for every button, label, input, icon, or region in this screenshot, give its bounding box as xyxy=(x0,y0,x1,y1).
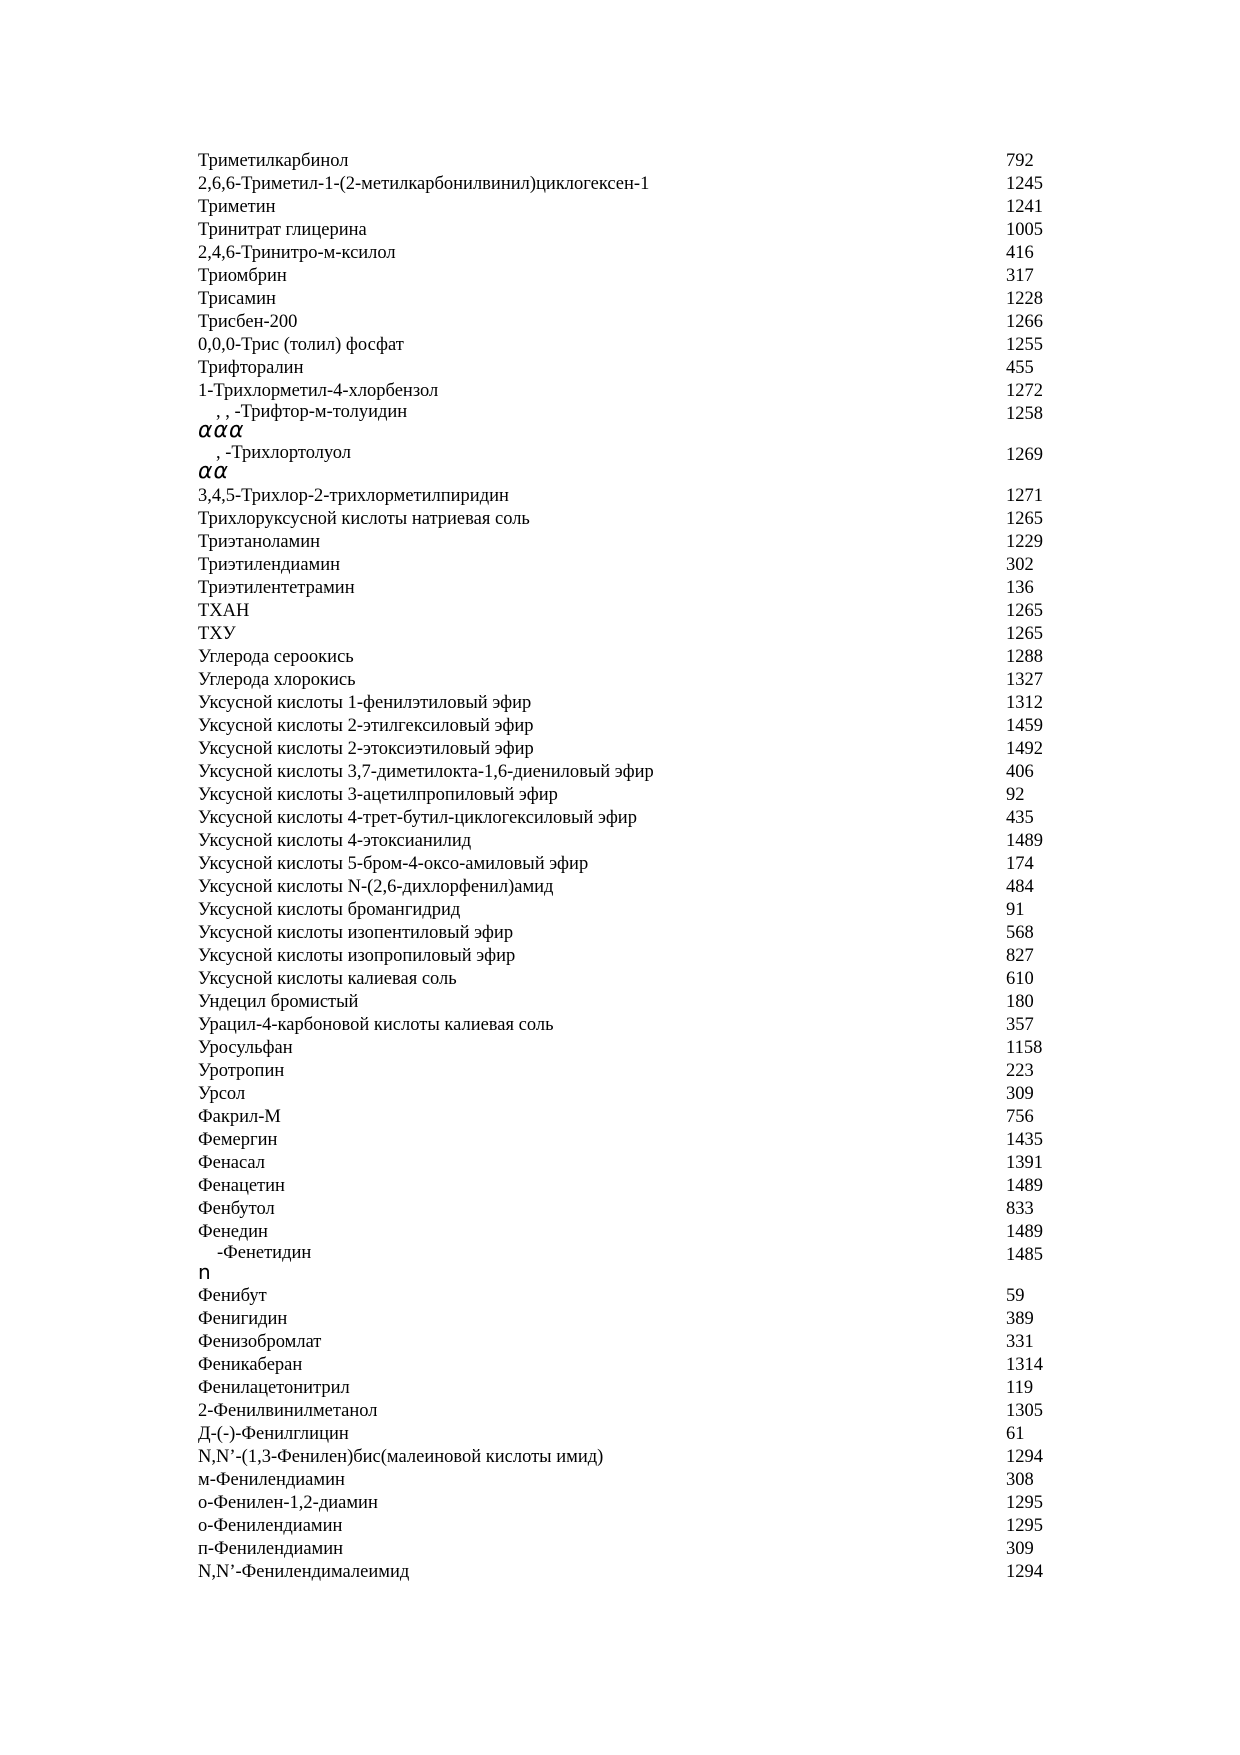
index-entry xyxy=(198,1014,1058,1037)
entry-page-number: 1288 xyxy=(1006,647,1043,667)
index-list xyxy=(198,150,1058,1584)
entry-page-number: 1265 xyxy=(1006,601,1043,621)
index-entry xyxy=(198,991,1058,1014)
entry-page-number: 309 xyxy=(1006,1084,1034,1104)
entry-page-number: 833 xyxy=(1006,1199,1034,1219)
entry-page-number: 756 xyxy=(1006,1107,1034,1127)
entry-term: Уксусной кислоты 3,7-диметилокта-1,6-диениловый эфир xyxy=(198,762,654,782)
entry-page-number: 1228 xyxy=(1006,289,1043,309)
entry-term: , , -Трифтор-м-толуидин xyxy=(216,402,408,422)
index-entry xyxy=(198,830,1058,853)
entry-page-number: 59 xyxy=(1006,1286,1025,1306)
index-entry xyxy=(198,738,1058,761)
entry-term: о-Фенилендиамин xyxy=(198,1516,343,1536)
entry-term: Триметилкарбинол xyxy=(198,151,349,171)
entry-page-number: 416 xyxy=(1006,243,1034,263)
entry-page-number: 223 xyxy=(1006,1061,1034,1081)
entry-term: N,N’-Фенилендималеимид xyxy=(198,1562,410,1582)
entry-term: Уксусной кислоты изопропиловый эфир xyxy=(198,946,516,966)
entry-term: Уросульфан xyxy=(198,1038,293,1058)
entry-page-number: 1271 xyxy=(1006,486,1043,506)
entry-term: 2,6,6-Триметил-1-(2-метилкарбонилвинил)циклогексен-1 xyxy=(198,174,650,194)
entry-prefix-symbol: αα xyxy=(198,459,230,484)
entry-page-number: 1327 xyxy=(1006,670,1043,690)
entry-page-number: 792 xyxy=(1006,151,1034,171)
entry-page-number: 1305 xyxy=(1006,1401,1043,1421)
entry-term: 2-Фенилвинилметанол xyxy=(198,1401,378,1421)
index-entry xyxy=(198,1175,1058,1198)
entry-page-number: 455 xyxy=(1006,358,1034,378)
index-entry xyxy=(198,288,1058,311)
index-entry xyxy=(198,1308,1058,1331)
entry-term: Углерода сероокись xyxy=(198,647,354,667)
entry-page-number: 302 xyxy=(1006,555,1034,575)
index-entry xyxy=(198,1285,1058,1308)
index-entry xyxy=(198,403,1058,444)
entry-page-number: 1265 xyxy=(1006,509,1043,529)
index-entry xyxy=(198,380,1058,403)
entry-page-number: 1266 xyxy=(1006,312,1043,332)
entry-term: Д-(-)-Фенилглицин xyxy=(198,1424,349,1444)
entry-term: 2,4,6-Тринитро-м-ксилол xyxy=(198,243,396,263)
entry-term: Углерода хлорокись xyxy=(198,670,356,690)
entry-page-number: 1245 xyxy=(1006,174,1043,194)
index-entry xyxy=(198,876,1058,899)
entry-page-number: 406 xyxy=(1006,762,1034,782)
index-entry xyxy=(198,715,1058,738)
entry-page-number: 136 xyxy=(1006,578,1034,598)
entry-page-number: 1272 xyxy=(1006,381,1043,401)
entry-page-number: 1294 xyxy=(1006,1562,1043,1582)
entry-term: Уксусной кислоты 4-трет-бутил-циклогексиловый эфир xyxy=(198,808,637,828)
index-entry xyxy=(198,1129,1058,1152)
index-entry xyxy=(198,807,1058,830)
index-entry xyxy=(198,1400,1058,1423)
entry-term: Уротропин xyxy=(198,1061,285,1081)
entry-term: Триметин xyxy=(198,197,276,217)
entry-term: Фенедин xyxy=(198,1222,268,1242)
entry-term: Фенацетин xyxy=(198,1176,285,1196)
entry-prefix-symbol: ααα xyxy=(198,418,245,443)
entry-term: о-Фенилен-1,2-диамин xyxy=(198,1493,378,1513)
entry-term: Трисамин xyxy=(198,289,276,309)
entry-page-number: 309 xyxy=(1006,1539,1034,1559)
entry-page-number: 1229 xyxy=(1006,532,1043,552)
entry-page-number: 1005 xyxy=(1006,220,1043,240)
index-entry xyxy=(198,334,1058,357)
entry-page-number: 1489 xyxy=(1006,1222,1043,1242)
index-entry xyxy=(198,1446,1058,1469)
index-entry xyxy=(198,1469,1058,1492)
entry-page-number: 1314 xyxy=(1006,1355,1043,1375)
entry-page-number: 1258 xyxy=(1006,404,1043,424)
entry-page-number: 1435 xyxy=(1006,1130,1043,1150)
index-entry xyxy=(198,922,1058,945)
index-entry xyxy=(198,1060,1058,1083)
entry-term: Трихлоруксусной кислоты натриевая соль xyxy=(198,509,530,529)
index-entry xyxy=(198,173,1058,196)
entry-term: Факрил-М xyxy=(198,1107,281,1127)
index-entry xyxy=(198,265,1058,288)
index-entry xyxy=(198,357,1058,380)
entry-page-number: 1312 xyxy=(1006,693,1043,713)
entry-page-number: 1485 xyxy=(1006,1245,1043,1265)
entry-term: Фенбутол xyxy=(198,1199,275,1219)
index-entry xyxy=(198,1244,1058,1285)
index-entry xyxy=(198,899,1058,922)
entry-term: 0,0,0-Трис (толил) фосфат xyxy=(198,335,404,355)
index-entry xyxy=(198,1354,1058,1377)
entry-page-number: 1295 xyxy=(1006,1516,1043,1536)
entry-page-number: 1391 xyxy=(1006,1153,1043,1173)
entry-term: ТХАН xyxy=(198,601,250,621)
entry-page-number: 1294 xyxy=(1006,1447,1043,1467)
entry-term: Уксусной кислоты 5-бром-4-оксо-амиловый эфир xyxy=(198,854,589,874)
entry-term: Урацил-4-карбоновой кислоты калиевая соль xyxy=(198,1015,554,1035)
entry-term: Уксусной кислоты бромангидрид xyxy=(198,900,461,920)
entry-term: Уксусной кислоты калиевая соль xyxy=(198,969,457,989)
entry-term: 3,4,5-Трихлор-2-трихлорметилпиридин xyxy=(198,486,509,506)
entry-term: Триомбрин xyxy=(198,266,287,286)
entry-page-number: 435 xyxy=(1006,808,1034,828)
index-entry xyxy=(198,1561,1058,1584)
index-entry xyxy=(198,508,1058,531)
entry-term: Триэтилентетрамин xyxy=(198,578,355,598)
entry-page-number: 1265 xyxy=(1006,624,1043,644)
index-entry xyxy=(198,1037,1058,1060)
index-entry xyxy=(198,1331,1058,1354)
index-entry xyxy=(198,646,1058,669)
entry-term: Трифторалин xyxy=(198,358,304,378)
index-entry xyxy=(198,600,1058,623)
entry-page-number: 1459 xyxy=(1006,716,1043,736)
index-entry xyxy=(198,761,1058,784)
entry-term: Ундецил бромистый xyxy=(198,992,359,1012)
entry-term: Фенигидин xyxy=(198,1309,288,1329)
entry-page-number: 827 xyxy=(1006,946,1034,966)
index-entry xyxy=(198,623,1058,646)
entry-term: ТХУ xyxy=(198,624,236,644)
entry-term: Уксусной кислоты 4-этоксианилид xyxy=(198,831,472,851)
index-entry xyxy=(198,968,1058,991)
entry-page-number: 92 xyxy=(1006,785,1025,805)
index-entry xyxy=(198,1515,1058,1538)
entry-page-number: 174 xyxy=(1006,854,1034,874)
entry-page-number: 61 xyxy=(1006,1424,1025,1444)
entry-term: N,N’-(1,3-Фенилен)бис(малеиновой кислоты имид) xyxy=(198,1447,604,1467)
entry-page-number: 91 xyxy=(1006,900,1025,920)
index-entry xyxy=(198,1377,1058,1400)
entry-term: Феникаберан xyxy=(198,1355,303,1375)
entry-term: Триэтаноламин xyxy=(198,532,321,552)
entry-term: м-Фенилендиамин xyxy=(198,1470,345,1490)
entry-page-number: 610 xyxy=(1006,969,1034,989)
entry-page-number: 1489 xyxy=(1006,1176,1043,1196)
entry-page-number: 308 xyxy=(1006,1470,1034,1490)
entry-term: Урсол xyxy=(198,1084,246,1104)
entry-page-number: 389 xyxy=(1006,1309,1034,1329)
entry-term: -Фенетидин xyxy=(217,1243,312,1263)
entry-term: Уксусной кислоты 3-ацетилпропиловый эфир xyxy=(198,785,558,805)
entry-term: Фенизобромлат xyxy=(198,1332,322,1352)
index-entry xyxy=(198,1423,1058,1446)
index-entry xyxy=(198,1538,1058,1561)
index-entry xyxy=(198,577,1058,600)
entry-term: Трисбен-200 xyxy=(198,312,298,332)
index-entry xyxy=(198,219,1058,242)
entry-page-number: 1269 xyxy=(1006,445,1043,465)
entry-page-number: 1492 xyxy=(1006,739,1043,759)
entry-page-number: 484 xyxy=(1006,877,1034,897)
entry-page-number: 1489 xyxy=(1006,831,1043,851)
index-entry xyxy=(198,485,1058,508)
index-entry xyxy=(198,150,1058,173)
entry-page-number: 357 xyxy=(1006,1015,1034,1035)
entry-term: п-Фенилендиамин xyxy=(198,1539,344,1559)
entry-term: Фенилацетонитрил xyxy=(198,1378,350,1398)
entry-page-number: 331 xyxy=(1006,1332,1034,1352)
entry-term: Фенасал xyxy=(198,1153,265,1173)
entry-page-number: 317 xyxy=(1006,266,1034,286)
entry-term: Уксусной кислоты изопентиловый эфир xyxy=(198,923,514,943)
entry-term: Уксусной кислоты 2-этоксиэтиловый эфир xyxy=(198,739,534,759)
entry-page-number: 568 xyxy=(1006,923,1034,943)
entry-page-number: 180 xyxy=(1006,992,1034,1012)
index-entry xyxy=(198,1221,1058,1244)
entry-term: Фемергин xyxy=(198,1130,278,1150)
entry-term: Тринитрат глицерина xyxy=(198,220,367,240)
index-entry xyxy=(198,945,1058,968)
index-entry xyxy=(198,1106,1058,1129)
index-entry xyxy=(198,853,1058,876)
entry-page-number: 1241 xyxy=(1006,197,1043,217)
entry-prefix-symbol: n xyxy=(198,1260,212,1284)
entry-page-number: 1255 xyxy=(1006,335,1043,355)
index-entry xyxy=(198,784,1058,807)
index-entry xyxy=(198,311,1058,334)
index-entry xyxy=(198,1083,1058,1106)
entry-term: Уксусной кислоты N-(2,6-дихлорфенил)амид xyxy=(198,877,554,897)
index-entry xyxy=(198,669,1058,692)
entry-term: , -Трихлортолуол xyxy=(216,443,352,463)
index-entry xyxy=(198,196,1058,219)
entry-term: Триэтилендиамин xyxy=(198,555,341,575)
index-entry xyxy=(198,1492,1058,1515)
index-entry xyxy=(198,444,1058,485)
index-entry xyxy=(198,1152,1058,1175)
entry-term: Фенибут xyxy=(198,1286,267,1306)
entry-term: Уксусной кислоты 1-фенилэтиловый эфир xyxy=(198,693,532,713)
entry-page-number: 1295 xyxy=(1006,1493,1043,1513)
index-entry xyxy=(198,1198,1058,1221)
index-entry xyxy=(198,554,1058,577)
entry-term: 1-Трихлорметил-4-хлорбензол xyxy=(198,381,439,401)
entry-page-number: 1158 xyxy=(1006,1038,1043,1058)
entry-page-number: 119 xyxy=(1006,1378,1034,1398)
entry-term: Уксусной кислоты 2-этилгексиловый эфир xyxy=(198,716,534,736)
index-entry xyxy=(198,242,1058,265)
index-entry xyxy=(198,692,1058,715)
index-entry xyxy=(198,531,1058,554)
